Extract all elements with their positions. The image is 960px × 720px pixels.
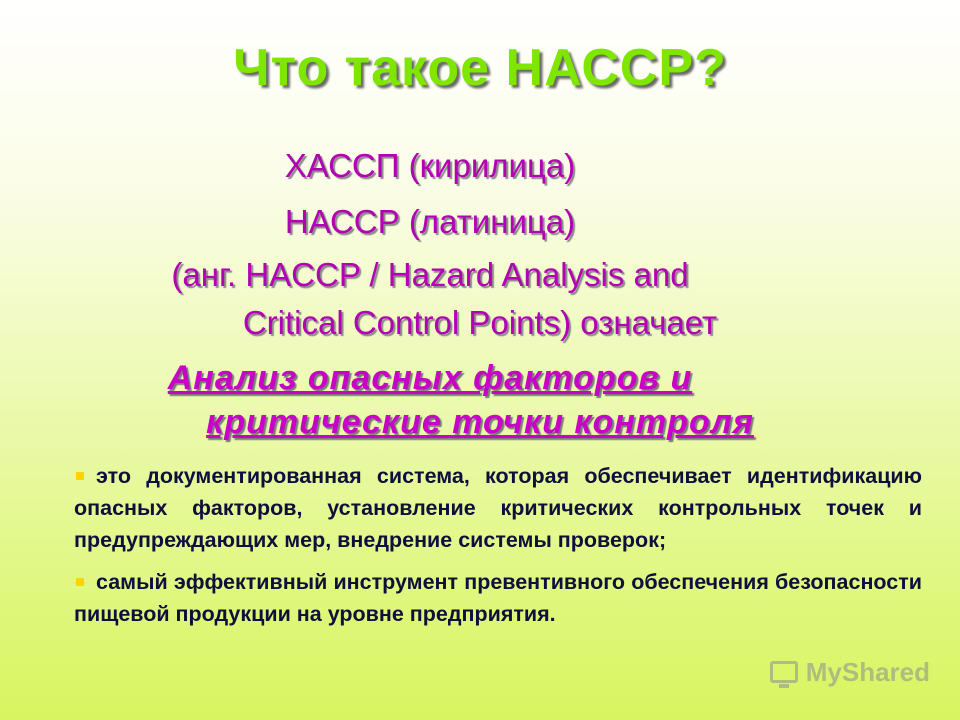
bullet-item: [74, 566, 922, 630]
subtitle-english-line1: (анг. HACCP / Hazard Analysis and: [171, 256, 689, 293]
subtitle-cyrillic: ХАССП (кирилица): [284, 147, 576, 184]
watermark-text: MyShared: [805, 656, 930, 687]
bullet-text: это документированная система, которая обеспечивает идентификацию опасных факторов, установление критических контрольных точек и предупреждающих мер, внедрение системы проверок;: [74, 464, 922, 552]
bullet-text: самый эффективный инструмент превентивного обеспечения безопасности пищевой продукции на уровне предприятия.: [74, 570, 922, 626]
subtitle-english-line2: Critical Control Points) означает: [242, 304, 718, 341]
bullet-square-icon: [76, 472, 84, 480]
definition-emphasis-line1: Анализ опасных факторов и: [167, 359, 693, 397]
watermark: [770, 652, 930, 692]
bullet-item: [74, 460, 922, 556]
definition-emphasis-line2: критические точки контроля: [206, 403, 754, 441]
bullet-list: [74, 460, 922, 640]
bullet-square-icon: [76, 578, 84, 586]
monitor-icon: [770, 661, 798, 683]
slide-title: Что такое НАССР?: [233, 39, 727, 97]
subtitle-latin: НАССР (латиница): [284, 203, 576, 240]
